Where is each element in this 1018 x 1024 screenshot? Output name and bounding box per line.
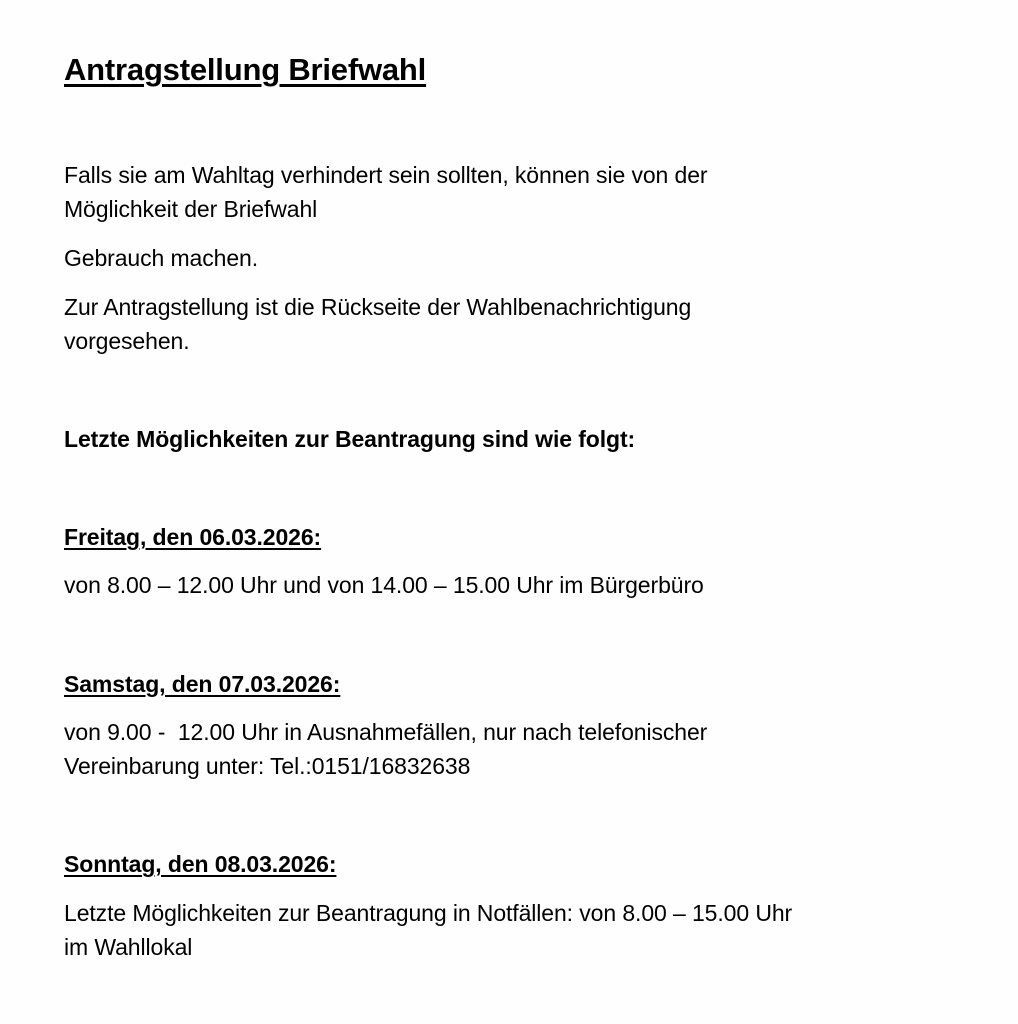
- saturday-heading: Samstag, den 07.03.2026:: [64, 671, 341, 697]
- sunday-heading: Sonntag, den 08.03.2026:: [64, 851, 337, 877]
- saturday-phone: Vereinbarung unter: Tel.:0151/16832638: [64, 753, 471, 779]
- saturday-hours: von 9.00 - 12.00 Uhr in Ausnahmefällen, nur nach telefonischer: [64, 719, 708, 745]
- sunday-location: im Wahllokal: [64, 934, 193, 960]
- friday-hours: von 8.00 – 12.00 Uhr und von 14.00 – 15.00 Uhr im Bürgerbüro: [64, 572, 704, 598]
- intro-line-5: vorgesehen.: [64, 328, 190, 354]
- sunday-hours: Letzte Möglichkeiten zur Beantragung in Notfällen: von 8.00 – 15.00 Uhr: [64, 900, 793, 926]
- intro-line-1: Falls sie am Wahltag verhindert sein sollten, können sie von der: [64, 162, 708, 188]
- document-title: Antragstellung Briefwahl: [64, 52, 427, 87]
- deadlines-subheading: Letzte Möglichkeiten zur Beantragung sind wie folgt:: [64, 426, 636, 452]
- intro-line-3: Gebrauch machen.: [64, 245, 259, 271]
- intro-line-2: Möglichkeit der Briefwahl: [64, 196, 318, 222]
- intro-line-4: Zur Antragstellung ist die Rückseite der Wahlbenachrichtigung: [64, 294, 692, 320]
- friday-heading: Freitag, den 06.03.2026:: [64, 524, 322, 550]
